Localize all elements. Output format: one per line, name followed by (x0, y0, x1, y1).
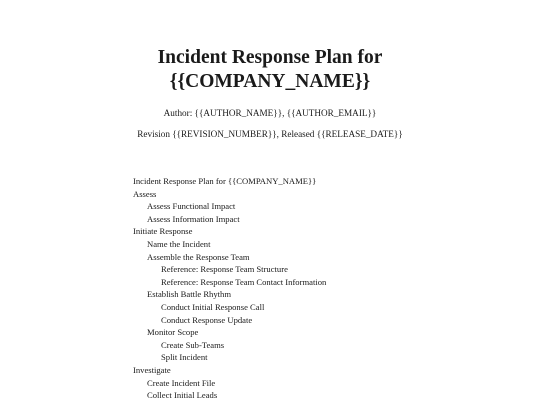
toc-entry[interactable]: Create Sub-Teams (161, 339, 225, 350)
toc-entry[interactable]: Split Incident (161, 352, 208, 363)
toc-entry[interactable]: Assemble the Response Team (147, 251, 250, 262)
toc-entry[interactable]: Conduct Initial Response Call (161, 301, 265, 312)
toc-entry[interactable]: Assess Information Impact (147, 213, 240, 224)
toc-entry[interactable]: Assess Functional Impact (147, 201, 236, 212)
toc-entry[interactable]: Incident Response Plan for {{COMPANY_NAME}} (133, 176, 317, 186)
toc-entry[interactable]: Name the Incident (147, 238, 211, 249)
toc-entry[interactable]: Reference: Response Team Contact Information (161, 276, 327, 287)
title-line-1: Incident Response Plan for (157, 47, 383, 68)
toc-entry[interactable]: Conduct Response Update (161, 314, 253, 325)
toc-entry[interactable]: Investigate (133, 364, 171, 375)
toc-entry[interactable]: Assess (133, 188, 157, 199)
table-of-contents (133, 175, 326, 402)
revision-line: Revision {{REVISION_NUMBER}}, Released {{RELEASE_DATE}} (137, 129, 403, 139)
toc-entry[interactable]: Reference: Response Team Structure (161, 264, 288, 275)
title-line-2: {{COMPANY_NAME}} (169, 71, 371, 92)
toc-entry[interactable]: Monitor Scope (147, 327, 199, 338)
document-title (0, 46, 540, 94)
toc-entry[interactable]: Create Incident File (147, 377, 216, 388)
toc-entry[interactable]: Establish Battle Rhythm (147, 289, 232, 300)
toc-entry[interactable]: Initiate Response (133, 226, 193, 237)
toc-entry[interactable]: Collect Initial Leads (147, 390, 218, 401)
author-line: Author: {{AUTHOR_NAME}}, {{AUTHOR_EMAIL}} (163, 108, 377, 118)
